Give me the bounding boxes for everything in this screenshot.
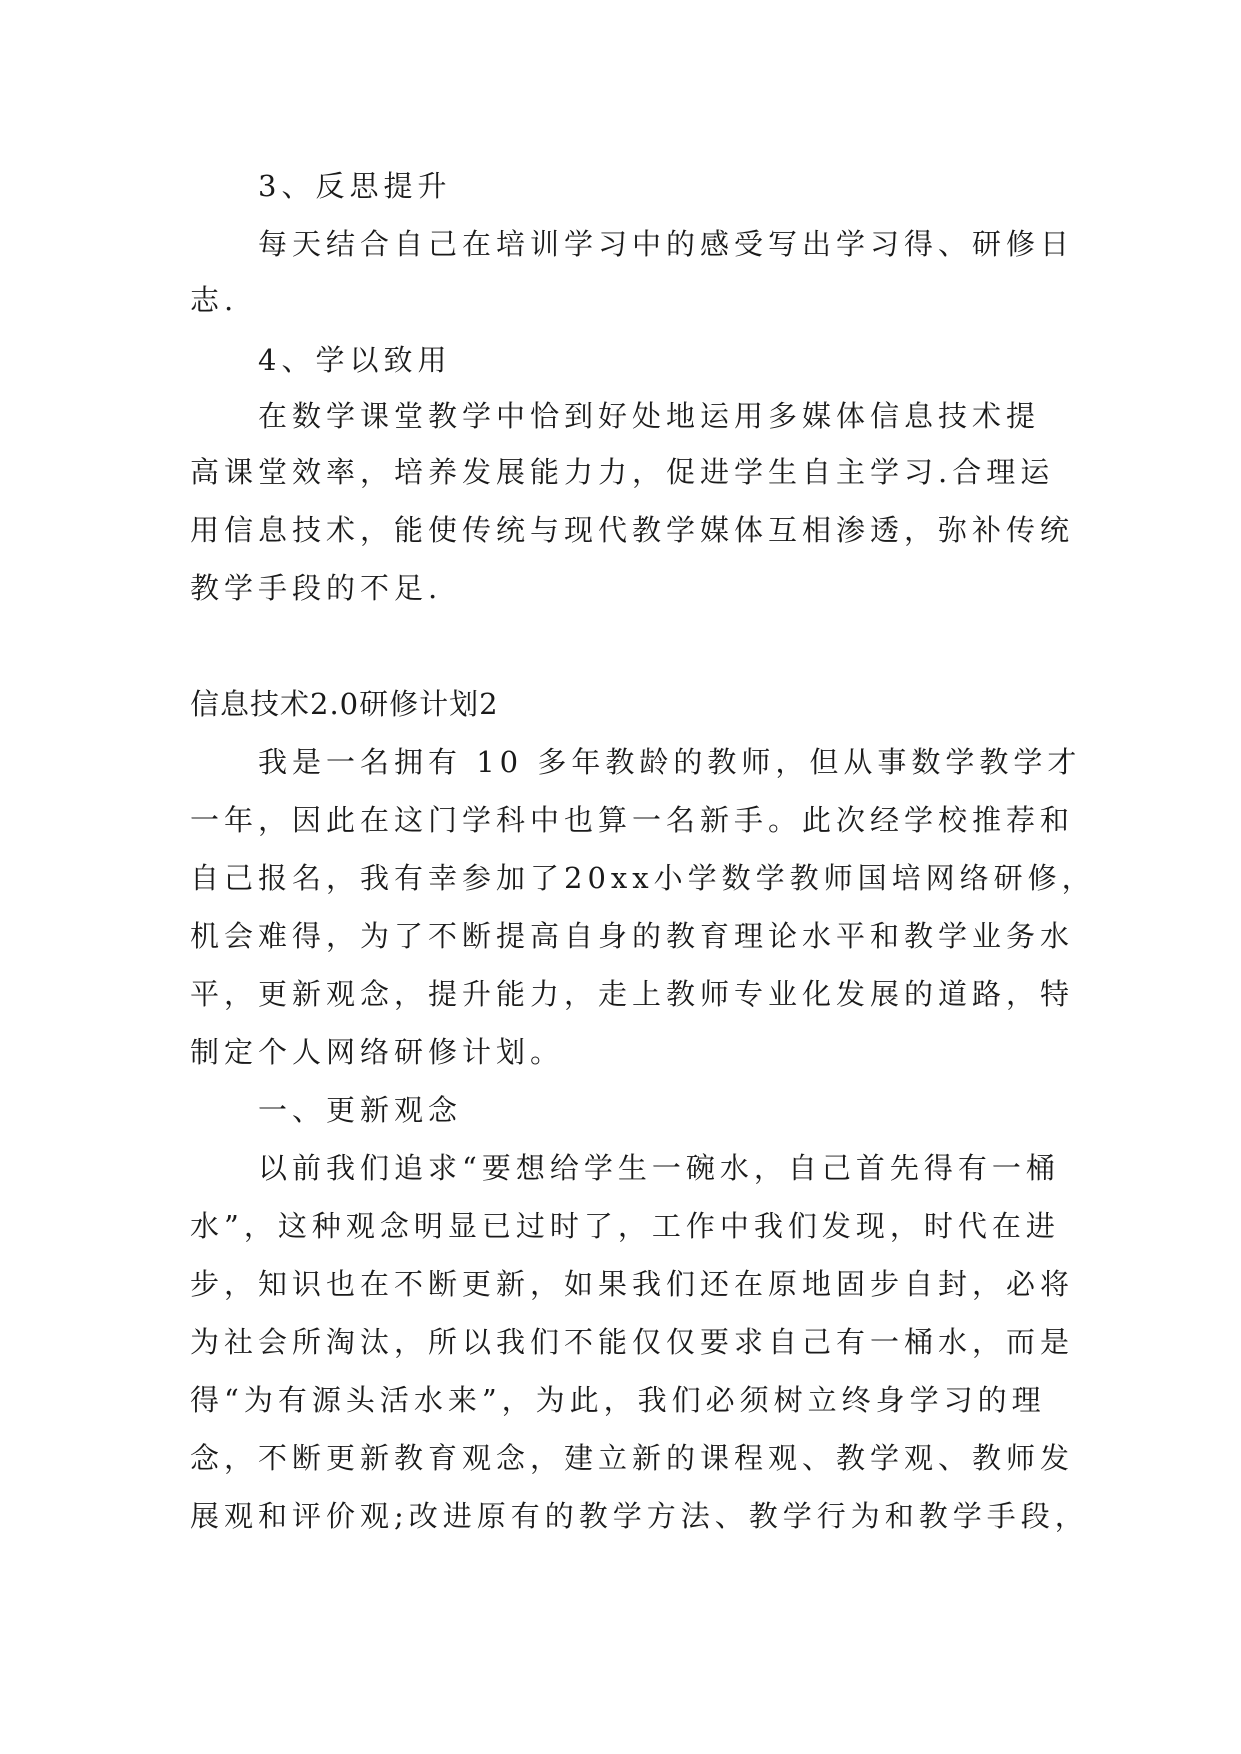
plan2-section-1-heading: 一、更新观念 — [258, 1093, 463, 1127]
section-4-paragraph-line-1: 在数学课堂教学中恰到好处地运用多媒体信息技术提 — [258, 399, 1041, 433]
plan2-intro-line-3: 自己报名，我有幸参加了20xx小学数学教师国培网络研修， — [190, 861, 1096, 895]
plan2-intro-line-5: 平，更新观念，提升能力，走上教师专业化发展的道路，特 — [190, 977, 1075, 1011]
plan2-section-1-line-1: 以前我们追求“要想给学生一碗水，自己首先得有一桶 — [258, 1151, 1060, 1185]
section-4-paragraph-line-2: 高课堂效率，培养发展能力力，促进学生自主学习.合理运 — [190, 455, 1055, 489]
section-3-heading: 3、反思提升 — [258, 169, 452, 203]
plan2-intro-line-4: 机会难得，为了不断提高自身的教育理论水平和教学业务水 — [190, 919, 1075, 953]
section-4-paragraph-line-3: 用信息技术，能使传统与现代教学媒体互相渗透，弥补传统 — [190, 513, 1075, 547]
section-3-paragraph-line-2: 志. — [190, 283, 239, 317]
plan2-section-1-line-3: 步，知识也在不断更新，如果我们还在原地固步自封，必将 — [190, 1267, 1075, 1301]
plan2-section-1-line-5: 得“为有源头活水来”，为此，我们必须树立终身学习的理 — [190, 1383, 1046, 1417]
plan2-intro-line-2: 一年，因此在这门学科中也算一名新手。此次经学校推荐和 — [190, 803, 1075, 837]
plan2-section-1-line-4: 为社会所淘汰，所以我们不能仅仅要求自己有一桶水，而是 — [190, 1325, 1075, 1359]
plan2-section-1-line-6: 念，不断更新教育观念，建立新的课程观、教学观、教师发 — [190, 1441, 1075, 1475]
section-3-paragraph-line-1: 每天结合自己在培训学习中的感受写出学习得、研修日 — [258, 227, 1075, 261]
section-4-paragraph-line-4: 教学手段的不足. — [190, 571, 443, 605]
plan2-section-1-line-2: 水”，这种观念明显已过时了，工作中我们发现，时代在进 — [190, 1209, 1060, 1243]
plan2-intro-line-1: 我是一名拥有 10 多年教龄的教师，但从事数学教学才 — [258, 745, 1082, 779]
plan2-title: 信息技术2.0研修计划2 — [190, 687, 499, 721]
plan2-intro-line-6: 制定个人网络研修计划。 — [190, 1035, 565, 1069]
section-4-heading: 4、学以致用 — [258, 343, 452, 377]
plan2-section-1-line-7: 展观和评价观;改进原有的教学方法、教学行为和教学手段， — [190, 1499, 1089, 1533]
